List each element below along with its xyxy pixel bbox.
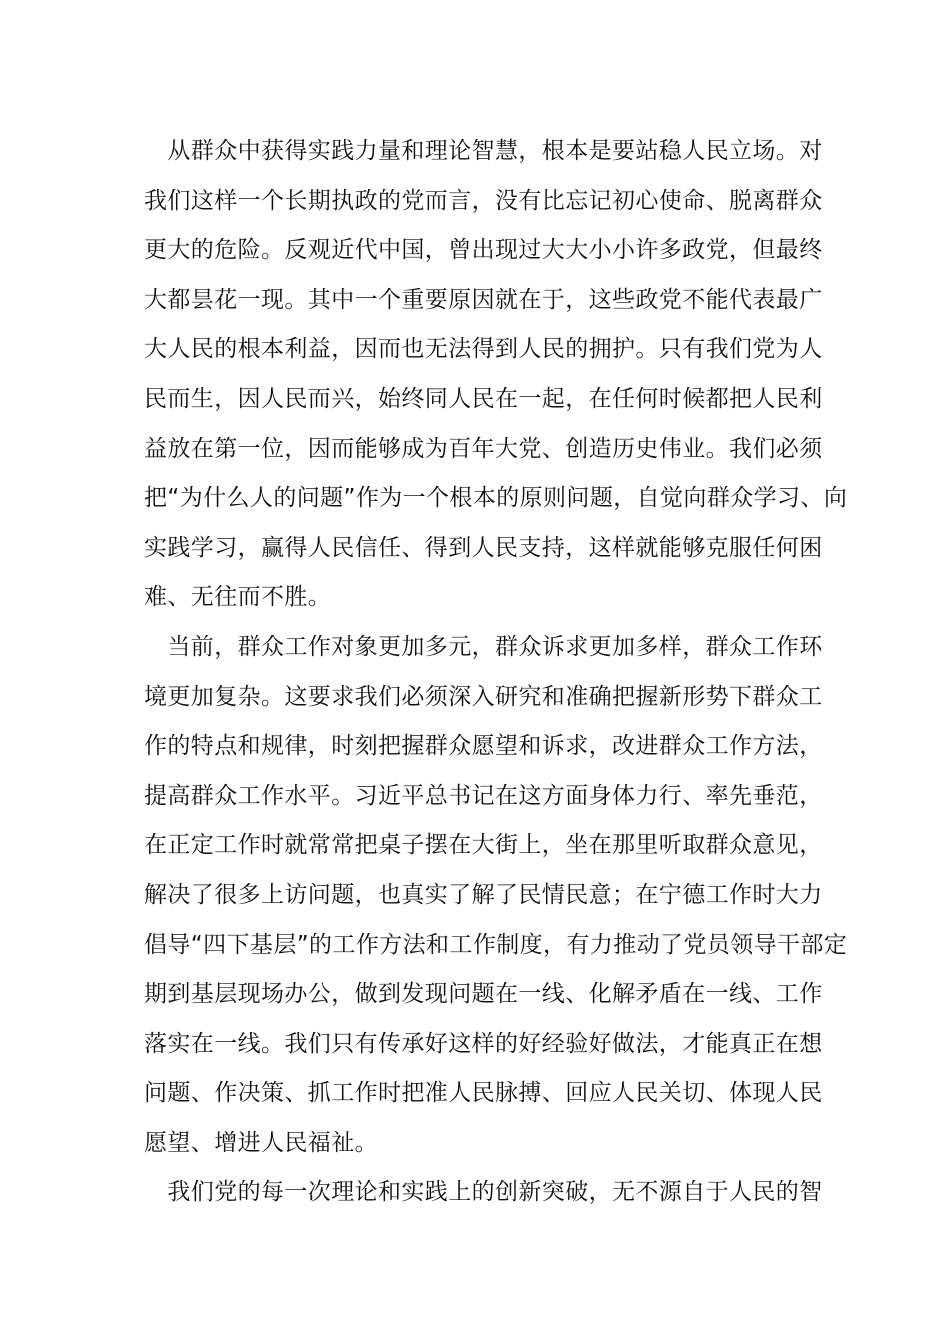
- text-line: 境更加复杂。这要求我们必须深入研究和准确把握新形势下群众工: [144, 683, 823, 710]
- text-line: 在正定工作时就常常把桌子摆在大街上，坐在那里听取群众意见，: [144, 832, 823, 859]
- text-line: 我们党的每一次理论和实践上的创新突破，无不源自于人民的智: [144, 1179, 823, 1206]
- text-line: 愿望、增进人民福祉。: [144, 1129, 378, 1156]
- text-line: 提高群众工作水平。习近平总书记在这方面身体力行、率先垂范，: [144, 782, 823, 809]
- paragraph-2: [144, 623, 848, 1169]
- text-line: 落实在一线。我们只有传承好这样的好经验好做法，才能真正在想: [144, 1030, 823, 1057]
- paragraph-1: [144, 127, 848, 623]
- text-line: 期到基层现场办公，做到发现问题在一线、化解矛盾在一线、工作: [144, 981, 823, 1008]
- text-line: 实践学习，赢得人民信任、得到人民支持，这样就能够克服任何困: [144, 534, 823, 561]
- text-line: 问题、作决策、抓工作时把准人民脉搏、回应人民关切、体现人民: [144, 1080, 823, 1107]
- text-line: 益放在第一位，因而能够成为百年大党、创造历史伟业。我们必须: [144, 435, 823, 462]
- text-line: 大人民的根本利益，因而也无法得到人民的拥护。只有我们党为人: [144, 336, 823, 363]
- text-line: 从群众中获得实践力量和理论智慧，根本是要站稳人民立场。对: [144, 138, 823, 164]
- text-line: 民而生，因人民而兴，始终同人民在一起，在任何时候都把人民利: [144, 385, 823, 412]
- text-line: 大都昙花一现。其中一个重要原因就在于，这些政党不能代表最广: [144, 286, 823, 313]
- text-line: 我们这样一个长期执政的党而言，没有比忘记初心使命、脱离群众: [144, 187, 823, 214]
- text-line: 难、无往而不胜。: [144, 584, 332, 611]
- text-line: 解决了很多上访问题，也真实了解了民情民意；在宁德工作时大力: [144, 881, 823, 908]
- text-line: 把“为什么人的问题”作为一个根本的原则问题，自觉向群众学习、向: [144, 485, 848, 512]
- document-body: [144, 127, 848, 1218]
- paragraph-3: [144, 1168, 823, 1218]
- text-line: 当前，群众工作对象更加多元，群众诉求更加多样，群众工作环: [144, 633, 823, 660]
- text-line: 作的特点和规律，时刻把握群众愿望和诉求，改进群众工作方法，: [144, 733, 823, 760]
- text-line: 更大的危险。反观近代中国，曾出现过大大小小许多政党，但最终: [144, 237, 823, 264]
- text-line: 倡导“四下基层”的工作方法和工作制度，有力推动了党员领导干部定: [144, 931, 848, 958]
